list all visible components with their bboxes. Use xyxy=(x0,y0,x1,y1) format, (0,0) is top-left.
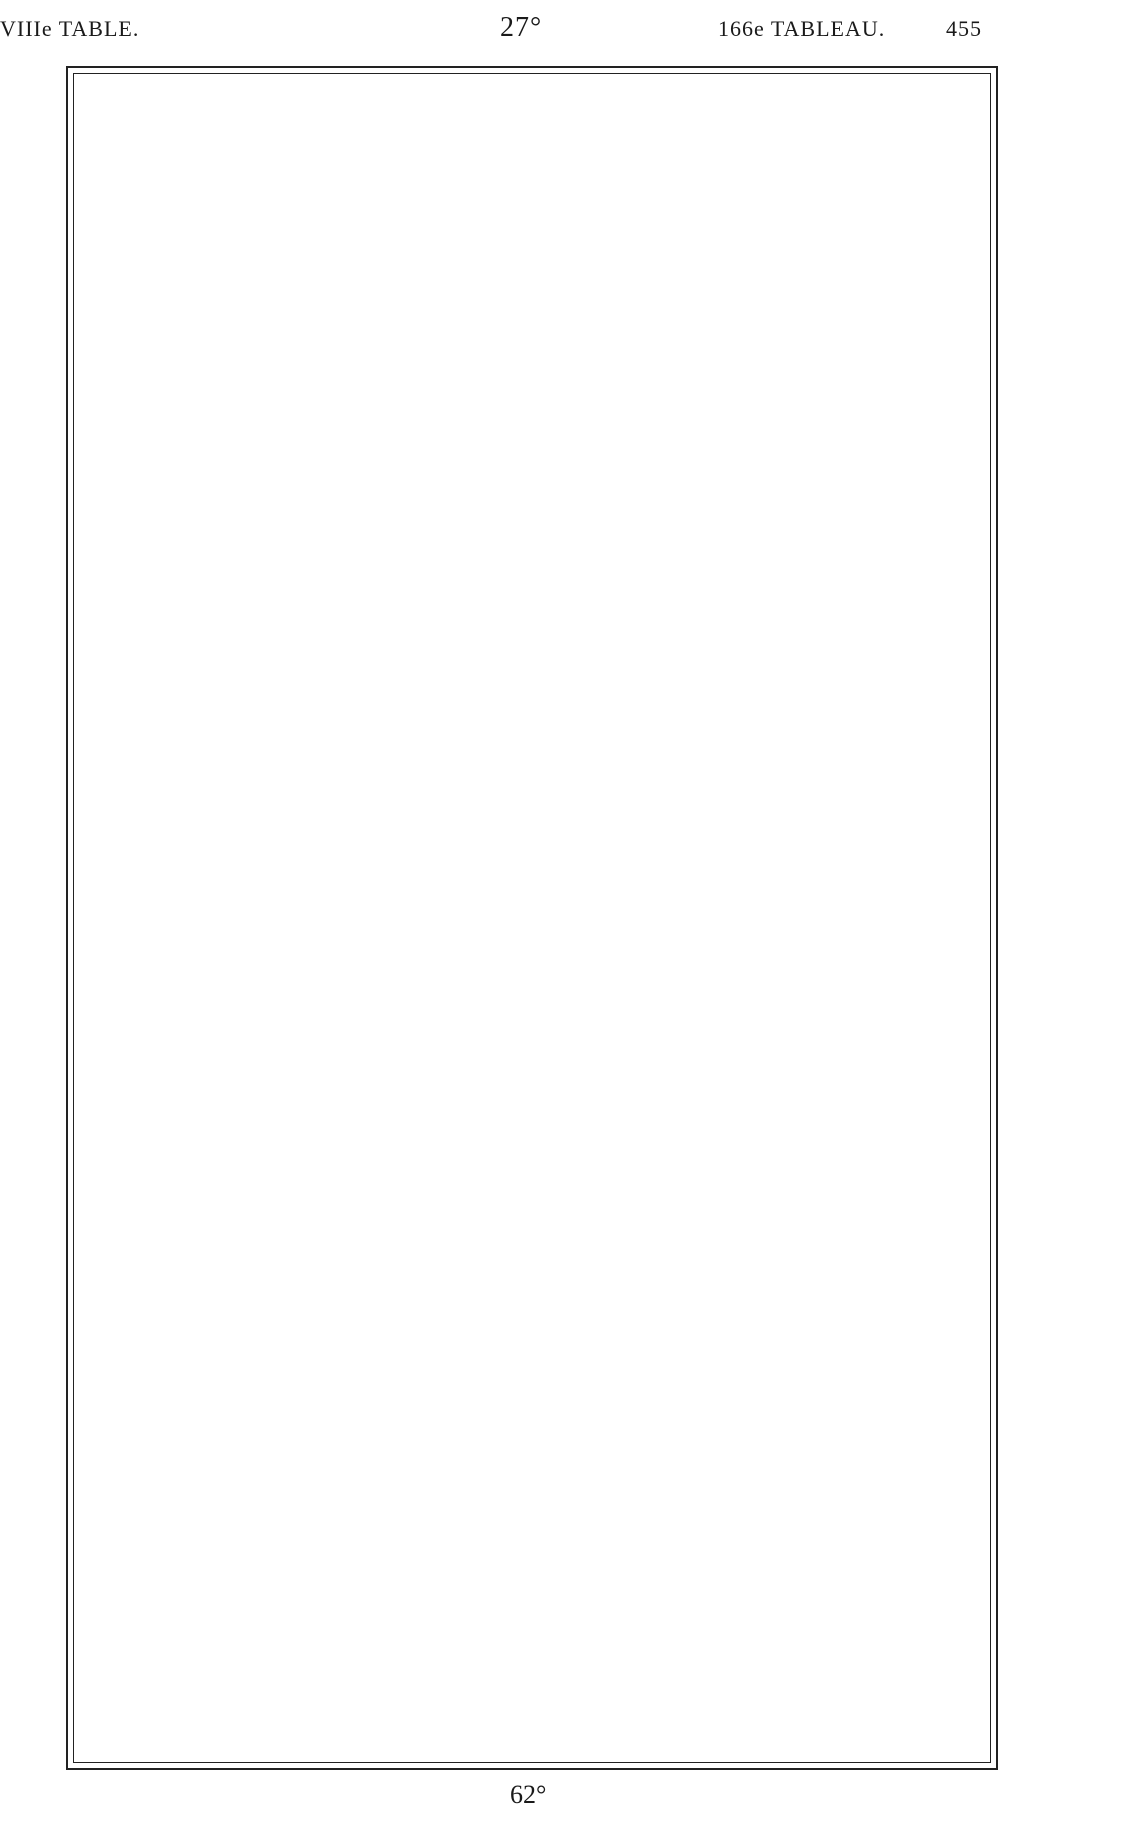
table-frame xyxy=(66,66,998,1770)
header-right: 166e TABLEAU. xyxy=(718,16,886,41)
header-degree: 27° xyxy=(500,12,543,43)
footer-degree: 62° xyxy=(510,1780,547,1809)
header-left: VIIIe TABLE. xyxy=(0,16,140,41)
page-number: 455 xyxy=(946,16,982,41)
